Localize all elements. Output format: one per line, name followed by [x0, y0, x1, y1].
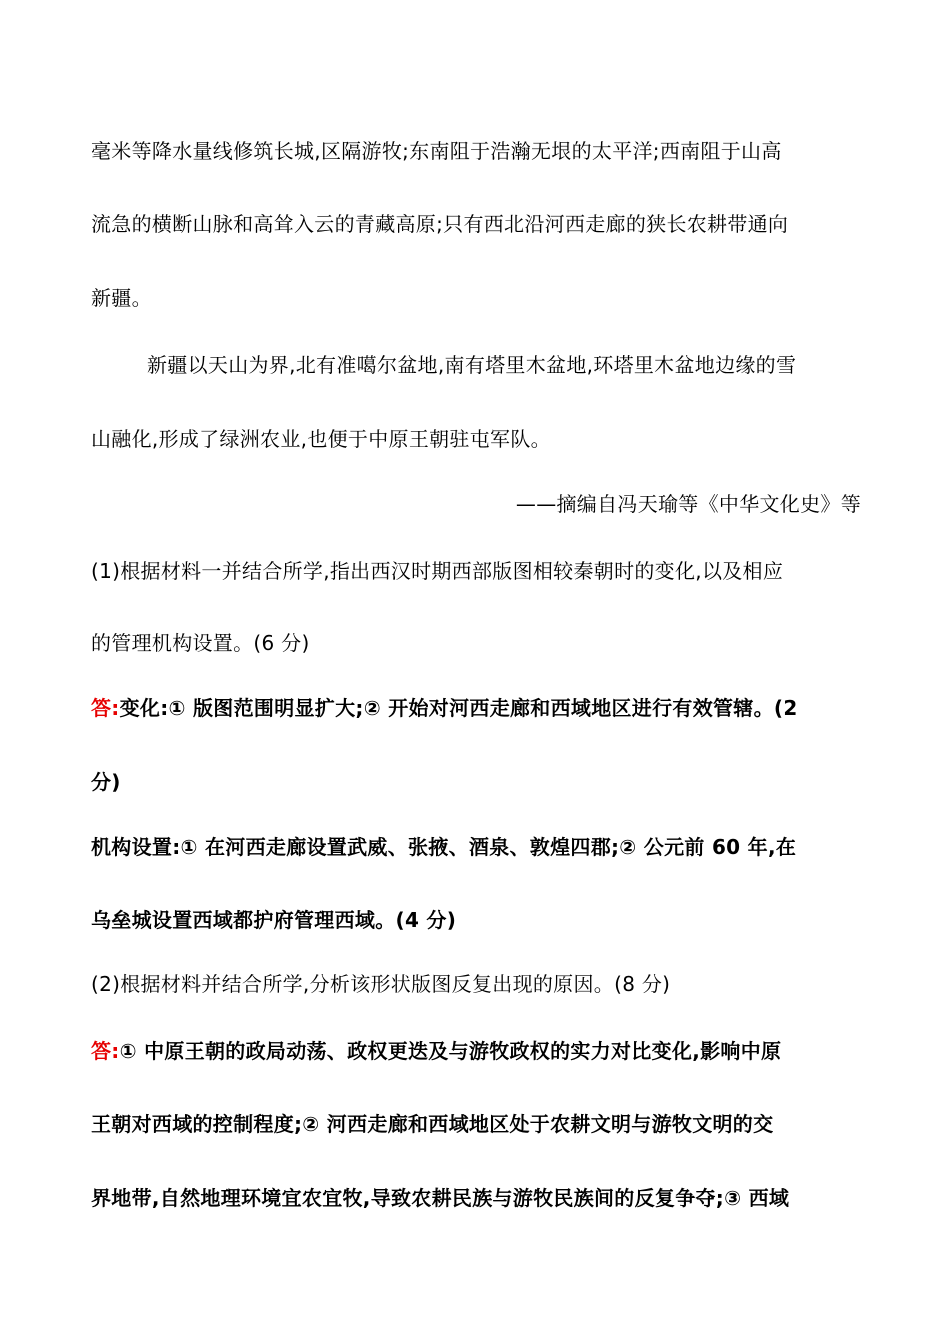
material-paragraph-line: 新疆以天山为界,北有准噶尔盆地,南有塔里木盆地,环塔里木盆地边缘的雪 [147, 353, 797, 377]
question-1-line: 的管理机构设置。(6 分) [91, 631, 310, 655]
answer-label: 答: [91, 696, 120, 720]
answer-2-line [91, 1037, 861, 1065]
source-citation: ——摘编自冯天瑜等《中华文化史》等 [515, 492, 861, 516]
answer-1-line [91, 694, 861, 722]
question-2-line: (2)根据材料并结合所学,分析该形状版图反复出现的原因。(8 分) [91, 972, 671, 996]
answer-2-line: 王朝对西域的控制程度;② 河西走廊和西域地区处于农耕文明与游牧文明的交 [91, 1112, 774, 1136]
answer-text: 变化:① 版图范围明显扩大;② 开始对河西走廊和西域地区进行有效管辖。(2 [119, 696, 798, 720]
answer-1-line: 机构设置:① 在河西走廊设置武威、张掖、酒泉、敦煌四郡;② 公元前 60 年,在 [91, 835, 797, 859]
material-paragraph-line: 流急的横断山脉和高耸入云的青藏高原;只有西北沿河西走廊的狭长农耕带通向 [91, 212, 789, 236]
material-paragraph-line: 毫米等降水量线修筑长城,区隔游牧;东南阻于浩瀚无垠的太平洋;西南阻于山高 [91, 139, 782, 163]
answer-1-line: 分) [91, 770, 121, 794]
answer-2-line: 界地带,自然地理环境宜农宜牧,导致农耕民族与游牧民族间的反复争夺;③ 西域 [91, 1186, 790, 1210]
answer-1-line: 乌垒城设置西域都护府管理西域。(4 分) [91, 908, 457, 932]
question-1-line: (1)根据材料一并结合所学,指出西汉时期西部版图相较秦朝时的变化,以及相应 [91, 559, 784, 583]
answer-text: ① 中原王朝的政局动荡、政权更迭及与游牧政权的实力对比变化,影响中原 [119, 1039, 782, 1063]
material-paragraph-line: 新疆。 [91, 286, 152, 310]
answer-label: 答: [91, 1039, 120, 1063]
material-paragraph-line: 山融化,形成了绿洲农业,也便于中原王朝驻屯军队。 [91, 427, 551, 451]
